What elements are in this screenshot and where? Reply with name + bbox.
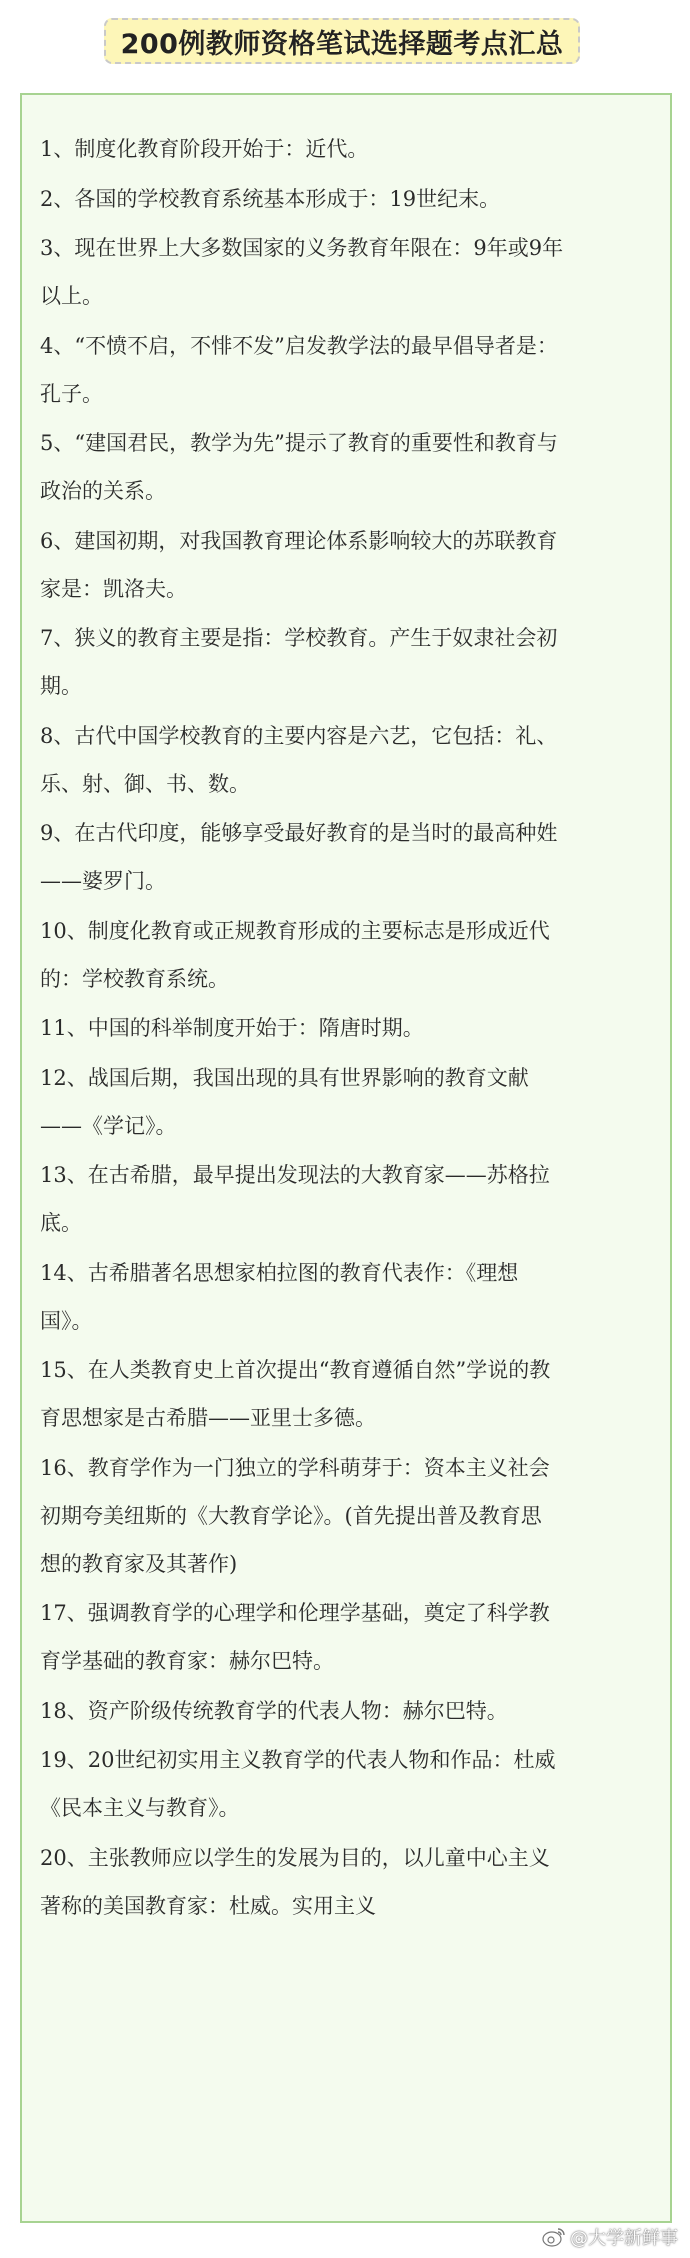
content-line: 育思想家是古希腊——亚里士多德。 xyxy=(40,1406,376,1430)
content-line: ——《学记》。 xyxy=(40,1113,177,1138)
content-line: 初期夸美纽斯的《大教育学论》。(首先提出普及教育思 xyxy=(40,1503,542,1528)
content-line: 7、狭义的教育主要是指：学校教育。产生于奴隶社会初 xyxy=(40,626,558,650)
content-line: 6、建国初期，对我国教育理论体系影响较大的苏联教育 xyxy=(40,528,558,553)
watermark xyxy=(542,2224,678,2250)
content-line: 14、古希腊著名思想家柏拉图的教育代表作：《理想 xyxy=(40,1260,519,1285)
content-line: 10、制度化教育或正规教育形成的主要标志是形成近代 xyxy=(40,918,550,943)
content-line: 乐、射、御、书、数。 xyxy=(40,771,250,796)
content-line: 2、各国的学校教育系统基本形成于：19世纪末。 xyxy=(40,186,501,211)
content-line: 3、现在世界上大多数国家的义务教育年限在：9年或9年 xyxy=(40,236,564,260)
content-line: 底。 xyxy=(40,1211,82,1235)
weibo-icon xyxy=(542,2226,566,2248)
content-line: 期。 xyxy=(40,674,82,698)
content-line: 国》。 xyxy=(40,1308,93,1333)
content-line: 5、“建国君民，教学为先”提示了教育的重要性和教育与 xyxy=(40,431,558,455)
content-line: 11、中国的科举制度开始于：隋唐时期。 xyxy=(40,1016,424,1040)
content-line: 13、在古希腊，最早提出发现法的大教育家——苏格拉 xyxy=(40,1163,550,1187)
watermark-text: @大学新鲜事 xyxy=(570,2228,678,2249)
content-line: 4、“不愤不启，不悱不发”启发教学法的最早倡导者是： xyxy=(40,333,558,358)
content-line: 18、资产阶级传统教育学的代表人物：赫尔巴特。 xyxy=(40,1698,508,1723)
content-line: 15、在人类教育史上首次提出“教育遵循自然”学说的教 xyxy=(40,1358,551,1382)
content-line: 以上。 xyxy=(40,284,103,308)
content-line: 8、古代中国学校教育的主要内容是六艺，它包括：礼、 xyxy=(40,723,558,748)
content-line: 家是：凯洛夫。 xyxy=(40,576,187,601)
content-line: 1、制度化教育阶段开始于：近代。 xyxy=(40,137,369,161)
content-line: 《民本主义与教育》。 xyxy=(40,1796,240,1820)
content-line: 想的教育家及其著作) xyxy=(40,1551,238,1576)
content-line: 20、主张教师应以学生的发展为目的，以儿童中心主义 xyxy=(40,1845,550,1870)
content-line: 孔子。 xyxy=(40,381,103,406)
title-banner xyxy=(104,18,580,64)
content-line: 政治的关系。 xyxy=(40,479,166,503)
content-line: 9、在古代印度，能够享受最好教育的是当时的最高种姓 xyxy=(40,821,558,845)
content-panel xyxy=(20,93,672,2223)
content-line: 16、教育学作为一门独立的学科萌芽于：资本主义社会 xyxy=(40,1455,550,1480)
content-line: 著称的美国教育家：杜威。实用主义 xyxy=(40,1893,376,1918)
content-line: ——婆罗门。 xyxy=(40,869,166,893)
content-line: 19、20世纪初实用主义教育学的代表人物和作品：杜威 xyxy=(40,1748,556,1772)
page-title: 200例教师资格笔试选择题考点汇总 xyxy=(120,28,564,60)
content-line: 的：学校教育系统。 xyxy=(40,966,229,991)
content-line: 育学基础的教育家：赫尔巴特。 xyxy=(40,1649,334,1673)
content-line: 12、战国后期，我国出现的具有世界影响的教育文献 xyxy=(40,1065,529,1090)
content-line: 17、强调教育学的心理学和伦理学基础，奠定了科学教 xyxy=(40,1601,550,1625)
